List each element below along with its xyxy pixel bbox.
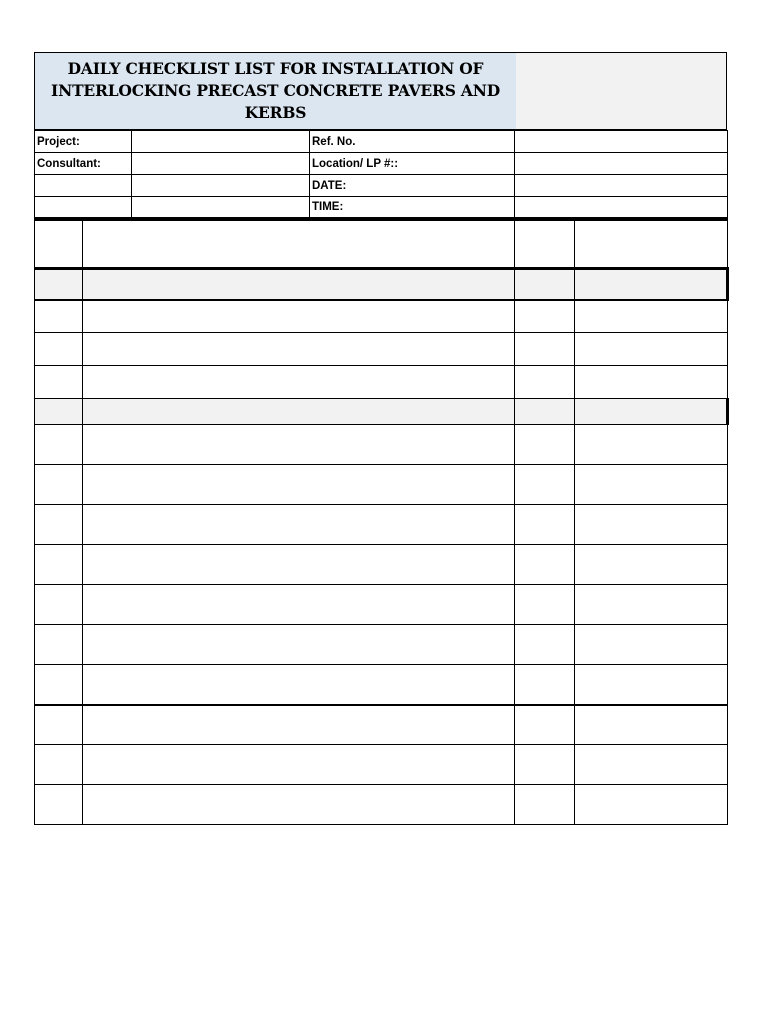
form-title: DAILY CHECKLIST LIST FOR INSTALLATION OF INTERLOCKING PRECAST CONCRETE PAVERS AND KERBS bbox=[51, 59, 500, 122]
checklist-header-row bbox=[35, 221, 728, 269]
label-ref-no: Ref. No. bbox=[310, 131, 515, 153]
table-row bbox=[35, 625, 728, 665]
label-date: DATE: bbox=[310, 175, 515, 197]
table-row bbox=[35, 785, 728, 825]
table-row bbox=[35, 366, 728, 399]
info-row-time bbox=[35, 197, 728, 219]
info-row-project bbox=[35, 131, 728, 153]
table-row bbox=[35, 300, 728, 333]
field-date[interactable] bbox=[515, 175, 728, 197]
table-row bbox=[35, 425, 728, 465]
field-blank-2[interactable] bbox=[132, 197, 310, 219]
table-row bbox=[35, 745, 728, 785]
label-location: Location/ LP #:: bbox=[310, 153, 515, 175]
header-cell-number bbox=[35, 221, 83, 269]
table-row bbox=[35, 333, 728, 366]
field-ref-no[interactable] bbox=[515, 131, 728, 153]
label-time: TIME: bbox=[310, 197, 515, 219]
header-cell-status bbox=[515, 221, 575, 269]
table-row bbox=[35, 505, 728, 545]
label-blank-1 bbox=[35, 175, 132, 197]
info-row-date bbox=[35, 175, 728, 197]
table-row bbox=[35, 705, 728, 745]
title-cell bbox=[35, 53, 516, 129]
checklist-sheet bbox=[34, 52, 727, 825]
label-project: Project: bbox=[35, 131, 132, 153]
info-row-consultant bbox=[35, 153, 728, 175]
label-consultant: Consultant: bbox=[35, 153, 132, 175]
header-cell-description bbox=[83, 221, 515, 269]
section-row bbox=[35, 269, 728, 300]
checklist-table bbox=[34, 220, 729, 825]
table-row bbox=[35, 665, 728, 705]
title-block bbox=[34, 52, 727, 130]
field-time[interactable] bbox=[515, 197, 728, 219]
field-location[interactable] bbox=[515, 153, 728, 175]
title-side-cell bbox=[516, 53, 726, 129]
info-table bbox=[34, 130, 728, 220]
field-blank-1[interactable] bbox=[132, 175, 310, 197]
header-cell-remarks bbox=[575, 221, 728, 269]
table-row bbox=[35, 585, 728, 625]
section-row bbox=[35, 399, 728, 425]
table-row bbox=[35, 545, 728, 585]
label-blank-2 bbox=[35, 197, 132, 219]
field-consultant[interactable] bbox=[132, 153, 310, 175]
table-row bbox=[35, 465, 728, 505]
field-project[interactable] bbox=[132, 131, 310, 153]
